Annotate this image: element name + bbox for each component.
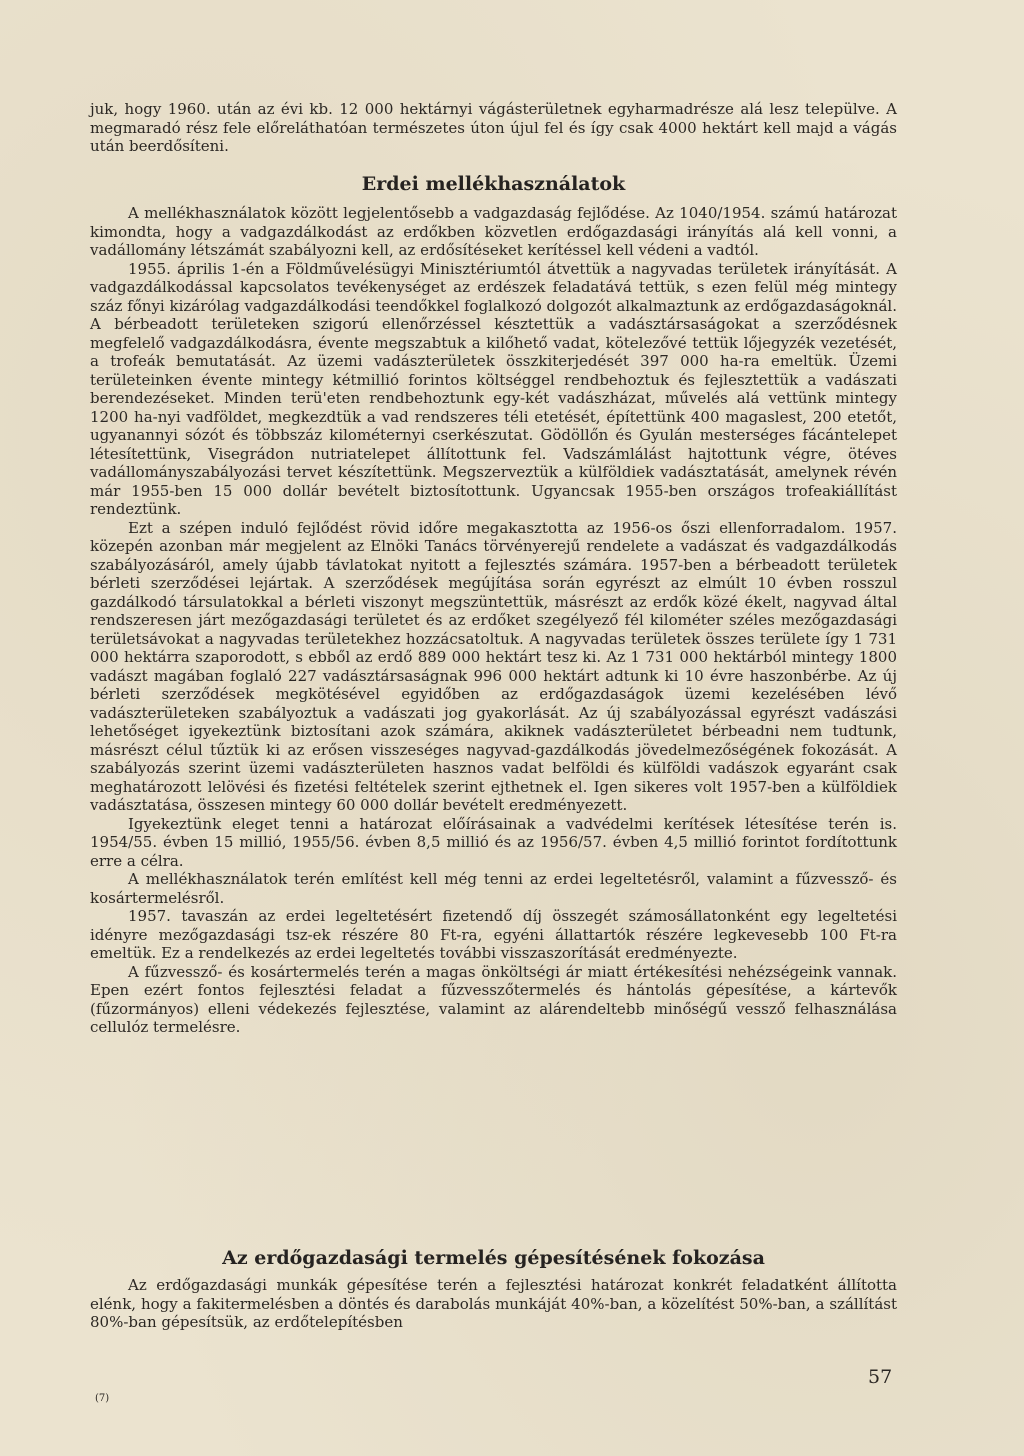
intro-text-block [90, 100, 897, 156]
section-heading-erdei-mellekhasznalatok: Erdei mellékhasználatok [361, 173, 626, 195]
section1-paragraph-5: A mellékhasználatok terén említést kell még tenni az erdei legeltetésről, valamint a fűzvessző- és kosártermelésről. [90, 870, 897, 907]
section1-paragraph-2: 1955. április 1-én a Földművelésügyi Minisztériumtól átvettük a nagyvadas területek irányítását. A vadgazdálkodással kapcsolatos tevékenységet az erdészek feladatává tettük, s ezen felül még mintegy száz főnyi kizárólag vadgazdálkodási teendőkkel foglalkozó dolgozót alkalmaztunk az erdőgazdaságoknál. A bérbeadott területeken szigorú ellenőrzéssel késztettük a vadásztársaságokat a szerződésnek megfelelő vadgazdálkodásra, évente megszabtuk a kilőhető vadat, kötelezővé tettük lőjegyzék vezetését, a trofeák bemutatását. Az üzemi vadászterületek összkiterjedését 397 000 ha-ra emeltük. Üzemi területeinken évente mintegy kétmillió forintos költséggel rendbehoztuk és fejlesztettük a vadászati berendezéseket. Minden terü'eten rendbehoztunk egy-két vadászházat, művelés alá vettünk mintegy 1200 ha-nyi vadföldet, megkezdtük a vad rendszeres téli etetését, építettünk 400 magaslest, 200 etetőt, ugyanannyi sózót és többszáz kilométernyi cserkészutat. Gödöllőn és Gyulán mesterséges fácántelepet létesítettünk, Visegrádon nutriatelepet állítottunk fel. Vadszámlálást hajtottunk végre, ötéves vadállományszabályozási tervet készítettünk. Megszerveztük a külföldiek vadásztatását, amelynek révén már 1955-ben 15 000 dollár bevételt biztosítottunk. Ugyancsak 1955-ben országos trofeakiállítást rendeztünk. [90, 259, 897, 518]
signature-mark: (7) [95, 1393, 110, 1404]
section1-paragraph-4: Igyekeztünk eleget tenni a határozat előírásainak a vadvédelmi kerítések létesítése terén is. 1954/55. évben 15 millió, 1955/56. évben 8,5 millió és az 1956/57. évben 4,5 millió forintot fordítottunk erre a célra. [90, 814, 897, 870]
section1-paragraph-7: A fűzvessző- és kosártermelés terén a magas önköltségi ár miatt értékesítési nehézségeink vannak. Epen ezért fontos fejlesztési feladat a fűzvesszőtermelés és hántolás gépesítése, a kártevők (fűzormányos) elleni védekezés fejlesztése, valamint az alárendeltebb minőségű vessző felhasználása cellulóz termelésre. [90, 962, 897, 1036]
intro-paragraph: juk, hogy 1960. után az évi kb. 12 000 hektárnyi vágásterületnek egyharmadrésze alá lesz települve. A megmaradó rész fele előreláthatóan természetes úton újul fel és így csak 4000 hektárt kell majd a vágás után beerdősíteni. [90, 100, 897, 155]
section1-paragraph-3: Ezt a szépen induló fejlődést rövid időre megakasztotta az 1956-os őszi ellenforradalom. 1957. közepén azonban már megjelent az Elnöki Tanács törvényerejű rendelete a vadászat és vadgazdálkodás szabályozásáról, amely újabb távlatokat nyitott a fejlesztés számára. 1957-ben a bérbeadott területek bérleti szerződései lejártak. A szerződések megújítása során egyrészt az elmúlt 10 évben rosszul gazdálkodó társulatokkal a bérleti viszonyt megszüntettük, másrészt az erdők közé ékelt, nagyvad által rendszeresen járt mezőgazdasági területet és az erdőket szegélyező fél kilométer széles mezőgazdasági területsávokat a nagyvadas területekhez hozzácsatoltuk. A nagyvadas területek összes területe így 1 731 000 hektárra szaporodott, s ebből az erdő 889 000 hektárt tesz ki. Az 1 731 000 hektárból mintegy 1800 vadászt magában foglaló 227 vadásztársaságnak 996 000 hektárt adtunk ki 10 évre haszonbérbe. Az új bérleti szerződések megkötésével egyidőben az erdőgazdaságok üzemi kezelésében lévő vadászterületeken szabályoztuk a vadászati jog gyakorlását. Az új szabályozással egyrészt vadászási lehetőséget igyekeztünk biztosítani azok számára, akiknek vadászterületet bérbeadni nem tudtunk, másrészt célul tűztük ki az erősen visszeséges nagyvad-gazdálkodás jövedelmezőségének fokozását. A szabályozás szerint üzemi vadászterületen hasznos vadat belföldi és külföldi vadászok egyaránt csak meghatározott lelövési és fizetési feltételek szerint ejthetnek el. Igen sikeres volt 1957-ben a külföldiek vadásztatása, összesen mintegy 60 000 dollár bevételt eredményezett. [90, 518, 897, 814]
section1-paragraph-1: A mellékhasználatok között legjelentősebb a vadgazdaság fejlődése. Az 1040/1954. számú határozat kimondta, hogy a vadgazdálkodást az erdőkben közvetlen erdőgazdasági irányítás alá kell vonni, a vadállomány létszámát szabályozni kell, az erdősítéseket kerítéssel kell védeni a vadtól. [90, 204, 897, 259]
section2-paragraph-1: Az erdőgazdasági munkák gépesítése terén a fejlesztési határozat konkrét feladatként állította elénk, hogy a fakitermelésben a döntés és darabolás munkáját 40%-ban, a közelítést 50%-ban, a szállítást 80%-ban gépesítsük, az erdőtelepítésben [90, 1276, 897, 1331]
section-heading-gepesites: Az erdőgazdasági termelés gépesítésének fokozása [222, 1247, 765, 1269]
page-number: 57 [868, 1366, 893, 1388]
section1-body [90, 204, 897, 1037]
section1-paragraph-6: 1957. tavaszán az erdei legeltetésért fizetendő díj összegét számosállatonként egy legeltetési idényre mezőgazdasági tsz-ek részére 80 Ft-ra, egyéni állattartók részére legkevesebb 100 Ft-ra emeltük. Ez a rendelkezés az erdei legeltetés további visszaszorítását eredményezte. [90, 907, 897, 962]
section2-body [90, 1276, 897, 1332]
